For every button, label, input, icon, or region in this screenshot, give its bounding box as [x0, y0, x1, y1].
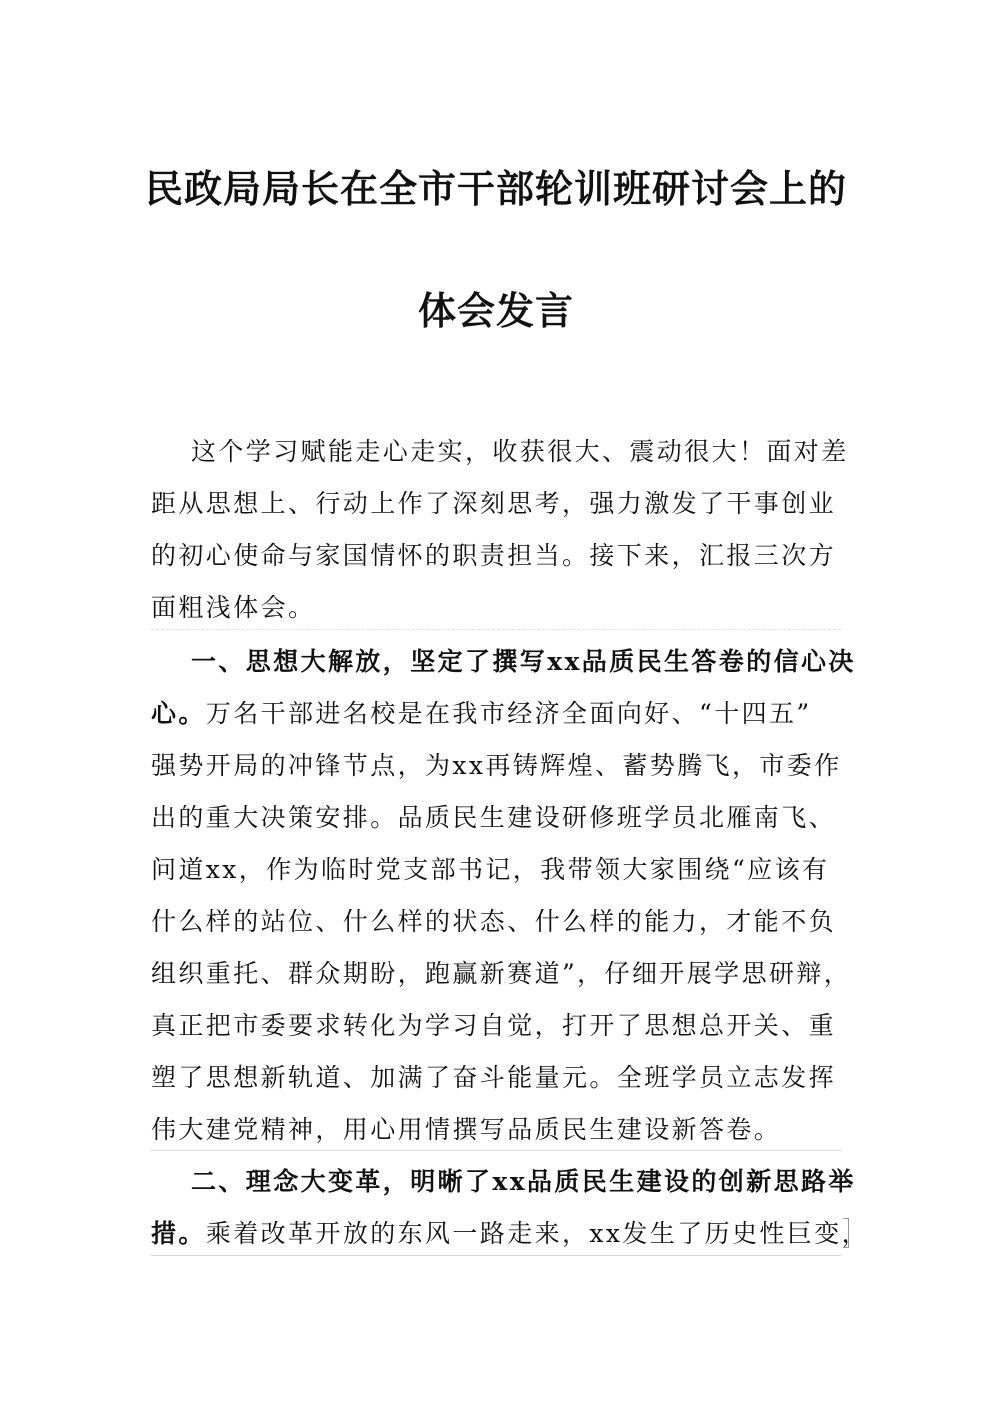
section-one-heading: [151, 636, 856, 688]
section-one-paragraph: [151, 636, 856, 1156]
intro-paragraph: [151, 426, 851, 634]
text-line: 距从思想上、行动上作了深刻思考，强力激发了干事创业: [151, 489, 837, 518]
text-line: 组织重托、群众期盼，跑赢新赛道”，仔细开展学思研辩，: [151, 959, 852, 988]
text-line: 这个学习赋能走心走实，收获很大、震动很大！面对差: [191, 437, 849, 466]
text-line: 伟大建党精神，用心用情撰写品质民生建设新答卷。: [151, 1115, 782, 1144]
page-bottom-rule: [151, 1255, 841, 1256]
text-line: 出的重大决策安排。品质民生建设研修班学员北雁南飞、: [151, 803, 837, 832]
text-line: [151, 688, 851, 740]
text-line: 面粗浅体会。: [151, 593, 316, 622]
page-break-marker: [843, 1218, 849, 1248]
text-line: 问道xx，作为临时党支部书记，我带领大家围绕“应该有: [151, 855, 830, 884]
section-divider: [151, 629, 841, 630]
text-line: [151, 1208, 870, 1260]
section-one-heading-text: 一、思想大解放，坚定了撰写xx品质民生答卷的信心决: [191, 647, 856, 676]
section-one-first-text: 万名干部进名校是在我市经济全面向好、“十四五”: [205, 699, 812, 728]
text-line: 强势开局的冲锋节点，为xx再铸辉煌、蓄势腾飞，市委作: [151, 751, 842, 780]
text-line: 塑了思想新轨道、加满了奋斗能量元。全班学员立志发挥: [151, 1063, 837, 1092]
section-two-heading-text: 二、理念大变革，明晰了xx品质民生建设的创新思路举: [191, 1167, 856, 1196]
section-two-first-text: 乘着改革开放的东风一路走来，xx发生了历史性巨变，: [205, 1219, 870, 1248]
text-line: 什么样的站位、什么样的状态、什么样的能力，才能不负: [151, 907, 837, 936]
section-two-paragraph: [151, 1156, 870, 1260]
section-two-heading-end: 措。: [151, 1219, 206, 1248]
section-one-heading-end: 心。: [151, 699, 206, 728]
section-two-heading: [151, 1156, 856, 1208]
document-title-line2: 体会发言: [417, 288, 574, 333]
section-divider: [151, 1150, 841, 1151]
text-line: 的初心使命与家国情怀的职责担当。接下来，汇报三次方: [151, 541, 837, 570]
document-title-line1: 民政局局长在全市干部轮训班研讨会上的: [144, 166, 847, 211]
text-line: 真正把市委要求转化为学习自觉，打开了思想总开关、重: [151, 1011, 837, 1040]
